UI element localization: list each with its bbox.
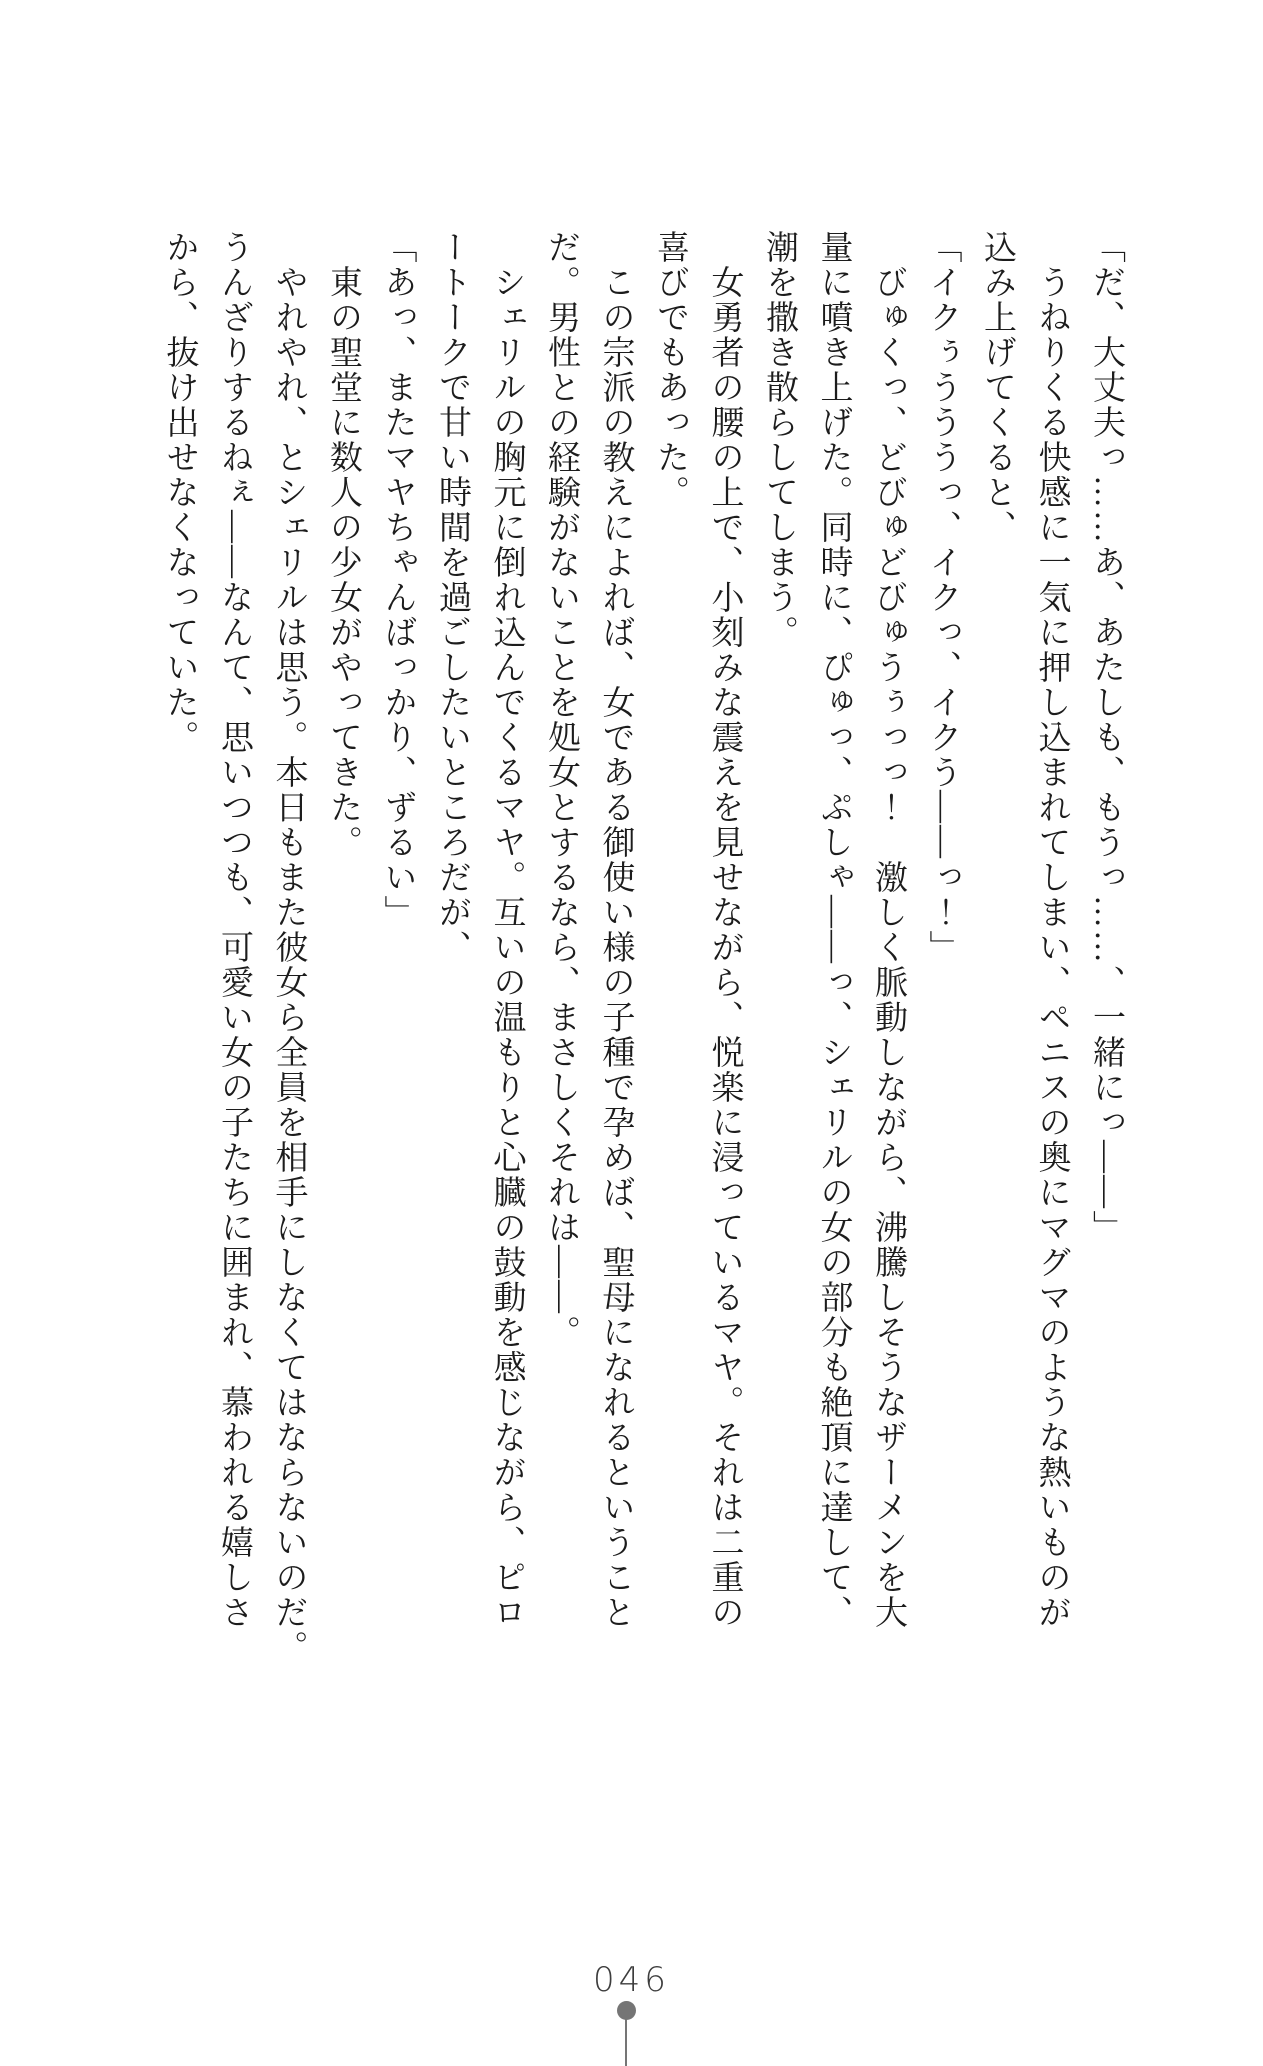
footer-rule-line xyxy=(625,2016,627,2066)
text-column: 「だ、大丈夫っ……あ、あたしも、もうっ……、一緒にっ――」 xyxy=(1088,230,1124,1245)
text-column: 喜びでもあった。 xyxy=(652,230,688,510)
text-column: うんざりするねぇ――なんて、思いつつも、可愛い女の子たちに囲まれ、慕われる嬉しさ xyxy=(216,230,252,1630)
text-column: シェリルの胸元に倒れ込んでくるマヤ。互いの温もりと心臓の鼓動を感じながら、ピロ xyxy=(488,265,525,1630)
text-column: 込み上げてくると、 xyxy=(979,230,1015,545)
text-column: 女勇者の腰の上で、小刻みな震えを見せながら、悦楽に浸っているマヤ。それは二重の xyxy=(706,265,743,1630)
text-column: 「あっ、またマヤちゃんばっかり、ずるい」 xyxy=(379,230,416,930)
text-column: 東の聖堂に数人の少女がやってきた。 xyxy=(325,265,361,860)
text-column: びゅくっ、どびゅどびゅうぅっっ！ 激しく脈動しながら、沸騰しそうなザーメンを大 xyxy=(870,265,906,1630)
text-column: うねりくる快感に一気に押し込まれてしまい、ペニスの奥にマグマのような熱いものが xyxy=(1033,265,1070,1630)
page-number: 046 xyxy=(593,1960,670,2000)
text-column: 量に噴き上げた。同時に、ぴゅっ、ぷしゃ――っ、シェリルの女の部分も絶頂に達して、 xyxy=(815,230,852,1630)
text-column: やれやれ、とシェリルは思う。本日もまた彼女ら全員を相手にしなくてはならないのだ。 xyxy=(270,265,307,1665)
text-column: だ。男性との経験がないことを処女とするなら、まさしくそれは――。 xyxy=(543,230,579,1350)
text-column: 「イクぅうううっ、イクっ、イクう――っ！」 xyxy=(924,230,961,965)
text-column: この宗派の教えによれば、女である御使い様の子種で孕めば、聖母になれるということ xyxy=(597,265,634,1630)
text-block xyxy=(152,230,1133,1665)
text-column: 潮を撒き散らしてしまう。 xyxy=(761,230,797,650)
text-column: から、抜け出せなくなっていた。 xyxy=(161,230,198,755)
text-column: ートークで甘い時間を過ごしたいところだが、 xyxy=(434,230,470,965)
